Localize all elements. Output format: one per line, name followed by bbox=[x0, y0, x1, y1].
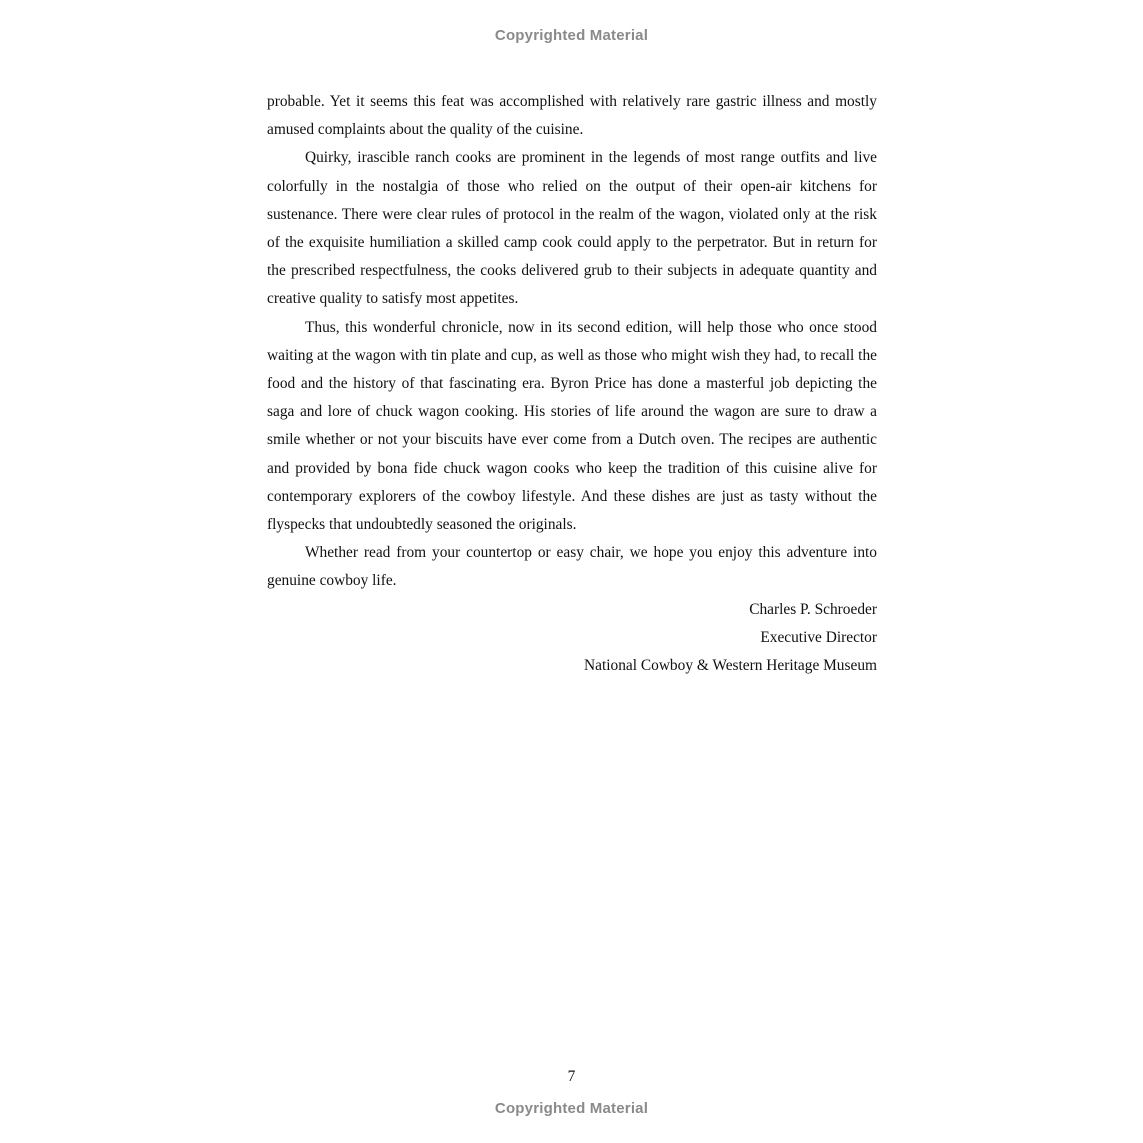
page-number: 7 bbox=[567, 1068, 576, 1085]
paragraph-continuation: probable. Yet it seems this feat was accomplished with relatively rare gastric illness and mostly amused complaints about the quality of the cuisine. bbox=[267, 93, 877, 139]
signature-organization: National Cowboy & Western Heritage Museum bbox=[584, 657, 877, 675]
paragraph-ranch-cooks: Quirky, irascible ranch cooks are prominent in the legends of most range outfits and live colorfully in the nostalgia of those who relied on the output of their open-air kitchens for sustenance. There were clear rules of protocol in the realm of the wagon, violated only at the risk of the exquisite humiliation a skilled camp cook could apply to the perpetrator. But in return for the prescribed respectfulness, the cooks delivered grub to their subjects in adequate quantity and creative quality to satisfy most appetites. bbox=[267, 149, 877, 308]
copyright-watermark-bottom: Copyrighted Material bbox=[494, 1100, 649, 1117]
signature-title: Executive Director bbox=[760, 628, 877, 646]
signature-block bbox=[267, 596, 877, 681]
paragraph-chronicle: Thus, this wonderful chronicle, now in its second edition, will help those who once stood waiting at the wagon with tin plate and cup, as well as those who might wish they had, to recall the food and the history of that fascinating era. Byron Price has done a masterful job depicting the saga and lore of chuck wagon cooking. His stories of life around the wagon are sure to draw a smile whether or not your biscuits have ever come from a Dutch oven. The recipes are authentic and provided by bona fide chuck wagon cooks who keep the tradition of this cuisine alive for contemporary explorers of the cowboy lifestyle. And these dishes are just as tasty without the flyspecks that undoubtedly seasoned the originals. bbox=[267, 318, 877, 534]
signature-name: Charles P. Schroeder bbox=[749, 600, 877, 618]
paragraph-closing: Whether read from your countertop or easy chair, we hope you enjoy this adventure into genuine cowboy life. bbox=[267, 544, 877, 590]
copyright-watermark-top: Copyrighted Material bbox=[494, 27, 649, 44]
main-text bbox=[267, 88, 877, 680]
